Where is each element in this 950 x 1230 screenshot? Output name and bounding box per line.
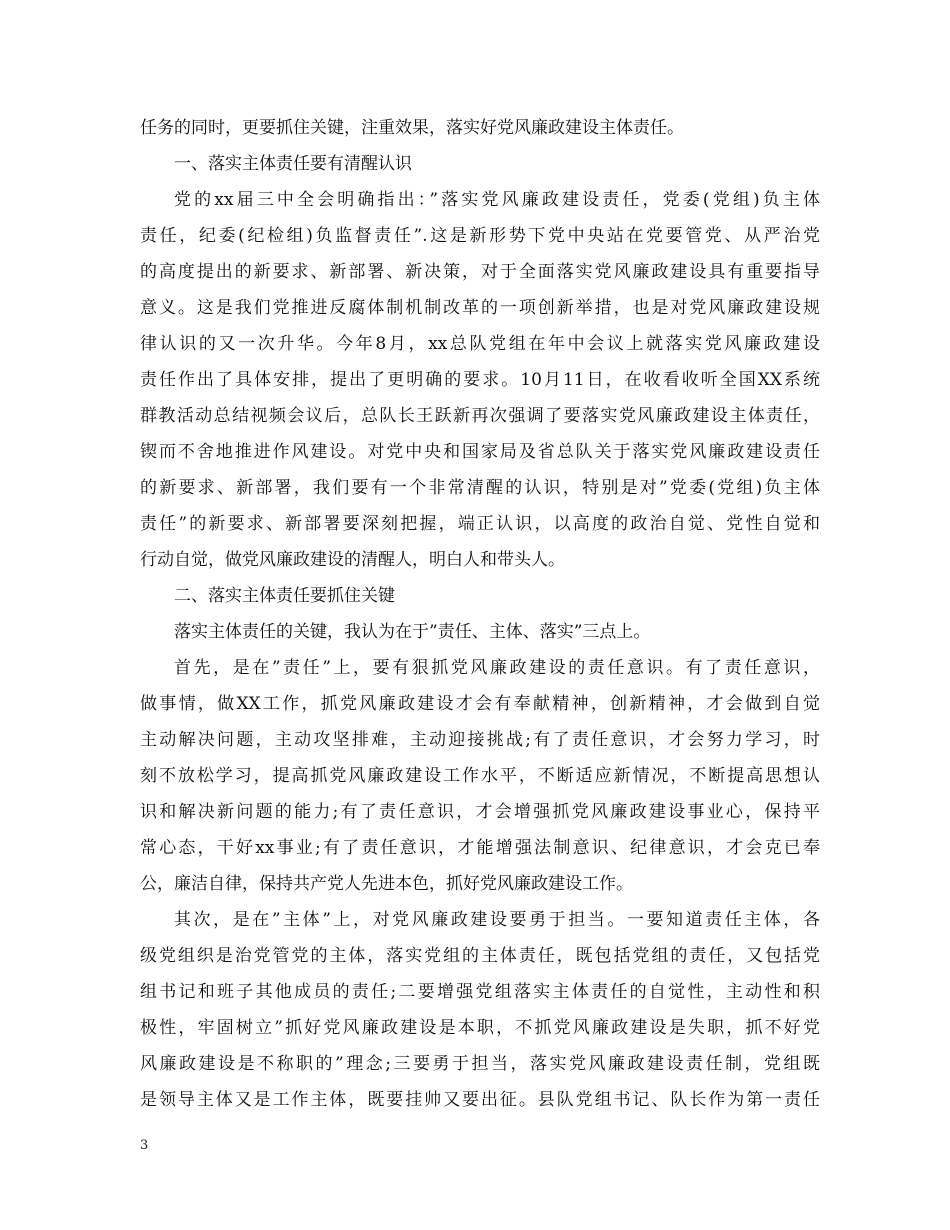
text-line: 是领导主体又是工作主体，既要挂帅又要出征。县队党组书记、队长作为第一责任: [140, 1090, 820, 1110]
text-line: 刻不放松学习，提高抓党风廉政建设工作水平，不断适应新情况，不断提高思想认: [140, 766, 820, 786]
text-line: 的新要求、新部署，我们要有一个非常清醒的认识，特别是对”党委(党组)负主体: [140, 478, 820, 498]
text-line: 责任”的新要求、新部署要深刻把握，端正认识，以高度的政治自觉、党性自觉和: [140, 514, 820, 534]
text-line: 公，廉洁自律，保持共产党人先进本色，抓好党风廉政建设工作。: [140, 874, 633, 894]
text-line: 群教活动总结视频会议后，总队长王跃新再次强调了要落实党风廉政建设主体责任，: [140, 406, 820, 426]
text-line: 责任，纪委(纪检组)负监督责任”.这是新形势下党中央站在党要管党、从严治党: [140, 226, 820, 246]
text-line: 任务的同时，更要抓住关键，注重效果，落实好党风廉政建设主体责任。: [140, 118, 684, 138]
text-line: 风廉政建设是不称职的”理念;三要勇于担当，落实党风廉政建设责任制，党组既: [140, 1054, 820, 1074]
page-number: 3: [140, 1138, 149, 1153]
text-line: 组书记和班子其他成员的责任;二要增强党组落实主体责任的自觉性，主动性和积: [140, 982, 820, 1002]
text-line: 落实主体责任的关键，我认为在于”责任、主体、落实”三点上。: [174, 622, 651, 642]
text-line: 极性，牢固树立”抓好党风廉政建设是本职，不抓党风廉政建设是失职，抓不好党: [140, 1018, 820, 1038]
text-line: 常心态，干好xx事业;有了责任意识，才能增强法制意识、纪律意识，才会克已奉: [140, 838, 820, 858]
text-line: 律认识的又一次升华。今年8月，xx总队党组在年中会议上就落实党风廉政建设: [140, 334, 820, 354]
text-line: 锲而不舍地推进作风建设。对党中央和国家局及省总队关于落实党风廉政建设责任: [140, 442, 820, 462]
text-line: 意义。这是我们党推进反腐体制机制改革的一项创新举措，也是对党风廉政建设规: [140, 298, 820, 318]
text-line: 的高度提出的新要求、新部署、新决策，对于全面落实党风廉政建设具有重要指导: [140, 262, 820, 282]
text-line: 党的xx届三中全会明确指出：”落实党风廉政建设责任，党委(党组)负主体: [174, 190, 820, 210]
text-line: 责任作出了具体安排，提出了更明确的要求。10月11日，在收看收听全国XX系统: [140, 370, 820, 390]
text-line: 级党组织是治党管党的主体，落实党组的主体责任，既包括党组的责任，又包括党: [140, 946, 820, 966]
text-line: 识和解决新问题的能力;有了责任意识，才会增强抓党风廉政建设事业心，保持平: [140, 802, 820, 822]
text-line: 首先，是在”责任”上，要有狠抓党风廉政建设的责任意识。有了责任意识，: [174, 658, 820, 678]
text-line: 其次，是在”主体”上，对党风廉政建设要勇于担当。一要知道责任主体，各: [174, 910, 820, 930]
text-line: 二、落实主体责任要抓住关键: [174, 586, 395, 606]
text-line: 做事情，做XX工作，抓党风廉政建设才会有奉献精神，创新精神，才会做到自觉: [140, 694, 820, 714]
text-line: 一、落实主体责任要有清醒认识: [174, 154, 412, 174]
text-line: 行动自觉，做党风廉政建设的清醒人，明白人和带头人。: [140, 550, 565, 570]
document-body: [140, 110, 820, 1118]
text-line: 主动解决问题，主动攻坚排难，主动迎接挑战;有了责任意识，才会努力学习，时: [140, 730, 820, 750]
